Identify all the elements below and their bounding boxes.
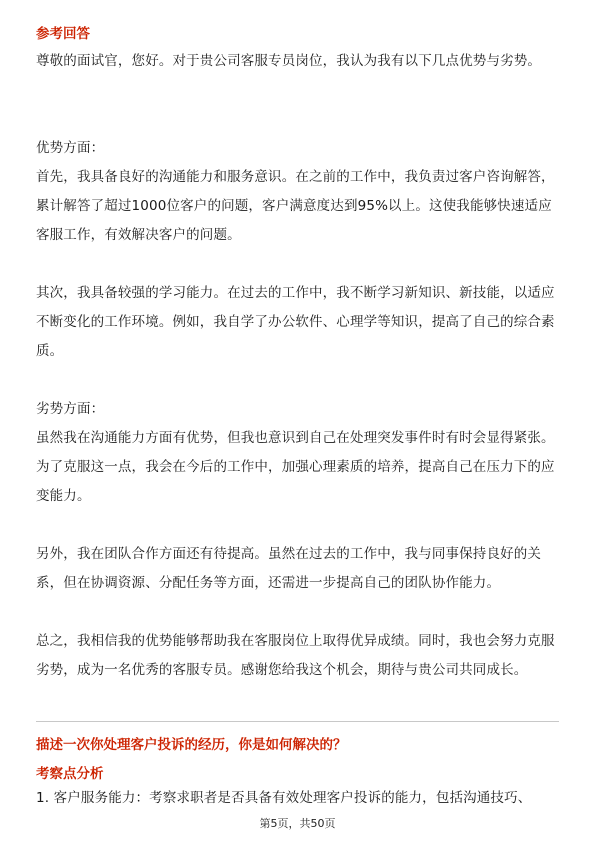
paragraph-weakness-2: 另外，我在团队合作方面还有待提高。虽然在过去的工作中，我与同事保持良好的关系，但在协调资源、分配任务等方面，还需进一步提高自己的团队协作能力。 <box>36 546 542 591</box>
paragraph-conclusion: 总之，我相信我的优势能够帮助我在客服岗位上取得优异成绩。同时，我也会努力克服劣势，成为一名优秀的客服专员。感谢您给我这个机会，期待与贵公司共同成长。 <box>36 633 555 678</box>
paragraph-strength-1: 首先，我具备良好的沟通能力和服务意识。在之前的工作中，我负责过客户咨询解答，累计解答了超过1000位客户的问题，客户满意度达到95%以上。这使我能够快速适应客服工作，有效解决客户的问题。 <box>36 169 555 243</box>
section-divider <box>36 721 559 722</box>
paragraph-weaknesses-label: 劣势方面： <box>36 401 105 417</box>
paragraph-weakness-1: 虽然我在沟通能力方面有优势，但我也意识到自己在处理突发事件时有时会显得紧张。为了克服这一点，我会在今后的工作中，加强心理素质的培养，提高自己在压力下的应变能力。 <box>36 430 555 504</box>
question-title: 描述一次你处理客户投诉的经历，你是如何解决的？ <box>36 737 347 753</box>
paragraph-strengths-label: 优势方面： <box>36 140 105 156</box>
paragraph-strength-2: 其次，我具备较强的学习能力。在过去的工作中，我不断学习新知识、新技能，以适应不断变化的工作环境。例如，我自学了办公软件、心理学等知识，提高了自己的综合素质。 <box>36 285 555 359</box>
analysis-heading: 考察点分析 <box>36 766 104 782</box>
paragraph-intro: 尊敬的面试官，您好。对于贵公司客服专员岗位，我认为我有以下几点优势与劣势。 <box>36 53 542 69</box>
answer-heading: 参考回答 <box>36 26 90 42</box>
page-number: 第5页，共50页 <box>259 817 336 830</box>
analysis-point-1: 1. 客户服务能力：考察求职者是否具备有效处理客户投诉的能力，包括沟通技巧、 <box>36 790 532 806</box>
